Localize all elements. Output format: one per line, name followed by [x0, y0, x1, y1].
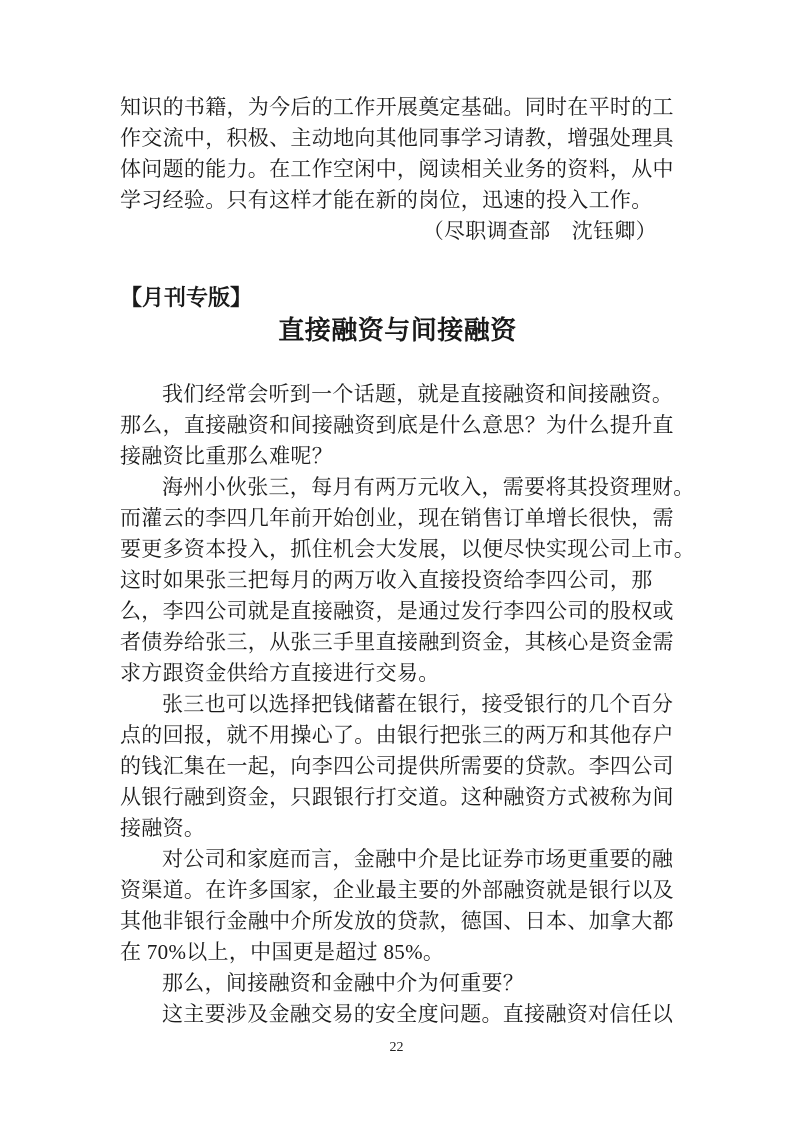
- text-line: 要更多资本投入，抓住机会大发展，以便尽快实现公司上市。: [120, 537, 696, 561]
- text-line: 从银行融到资金，只跟银行打交道。这种融资方式被称为间: [120, 785, 674, 809]
- attribution-line: （尽职调查部 沈钰卿）: [422, 219, 657, 243]
- article-paragraph: [120, 472, 696, 689]
- text-line: 接融资比重那么难呢？: [120, 444, 333, 468]
- text-line: 资渠道。在许多国家，企业最主要的外部融资就是银行以及: [120, 878, 674, 902]
- text-line: 在 70%以上，中国更是超过 85%。: [120, 940, 445, 964]
- article-title: 直接融资与间接融资: [278, 315, 517, 345]
- text-line: 知识的书籍，为今后的工作开展奠定基础。同时在平时的工: [120, 95, 674, 119]
- text-line: 那么，间接融资和金融中介为何重要？: [162, 971, 525, 995]
- text-line: 点的回报，就不用操心了。由银行把张三的两万和其他存户: [120, 723, 674, 747]
- text-line: 张三也可以选择把钱储蓄在银行，接受银行的几个百分: [162, 692, 674, 716]
- text-line: 求方跟资金供给方直接进行交易。: [120, 661, 440, 685]
- text-line: 么，李四公司就是直接融资，是通过发行李四公司的股权或: [120, 599, 674, 623]
- page-number: 22: [389, 1040, 404, 1055]
- text-line: 的钱汇集在一起，向李四公司提供所需要的贷款。李四公司: [120, 754, 674, 778]
- section-label: 【月刊专版】: [120, 285, 253, 310]
- text-line: 我们经常会听到一个话题，就是直接融资和间接融资。: [162, 382, 674, 406]
- text-line: 这时如果张三把每月的两万收入直接投资给李四公司，那: [120, 568, 653, 592]
- text-line: 作交流中，积极、主动地向其他同事学习请教，增强处理具: [120, 126, 674, 150]
- text-line: 学习经验。只有这样才能在新的岗位，迅速的投入工作。: [120, 188, 653, 212]
- article-paragraph: [120, 689, 675, 844]
- paragraph-continuation: [120, 92, 675, 216]
- text-line: 海州小伙张三，每月有两万元收入，需要将其投资理财。: [162, 475, 695, 499]
- text-line: 接融资。: [120, 816, 206, 840]
- text-line: 对公司和家庭而言，金融中介是比证券市场更重要的融: [162, 847, 674, 871]
- text-line: 而灌云的李四几年前开始创业，现在销售订单增长很快，需: [120, 506, 674, 530]
- text-line: 者债券给张三，从张三手里直接融到资金，其核心是资金需: [120, 630, 674, 654]
- text-line: 其他非银行金融中介所发放的贷款，德国、日本、加拿大都: [120, 909, 674, 933]
- article-paragraph: [120, 999, 675, 1030]
- article-paragraph: [120, 968, 675, 999]
- text-line: 体问题的能力。在工作空闲中，阅读相关业务的资料，从中: [120, 157, 674, 181]
- text-line: 那么，直接融资和间接融资到底是什么意思？为什么提升直: [120, 413, 674, 437]
- article-paragraph: [120, 844, 675, 968]
- article-paragraph: [120, 379, 675, 472]
- text-line: 这主要涉及金融交易的安全度问题。直接融资对信任以: [162, 1002, 674, 1026]
- article-body: [120, 379, 696, 1030]
